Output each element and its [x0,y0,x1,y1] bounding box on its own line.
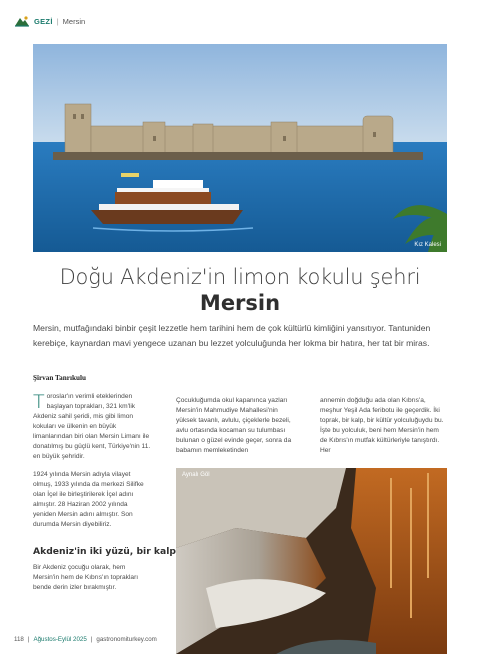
column-1-paragraph-3: Bir Akdeniz çocuğu olarak, hem Mersin'in hem de Kıbrıs'ın toprakları bende derin izler bırakmıştır. [33,564,139,591]
subsection-label: Mersin [62,16,86,26]
footer-separator-1: | [27,636,30,643]
page-number: 118 [14,636,24,643]
aynali-gol-cave-illustration [176,468,447,654]
column-3 [320,396,447,464]
dropcap: T [33,391,45,413]
column-1-paragraph-2: 1924 yılında Mersin adıyla vilayet olmuş, 1933 yılında da merkezi Silifke olan İçel ile birleştirilerek İçel adını almıştır. 28 Haziran 2002 yılında yeniden Mersin adını almıştır. Son durumda Mersin diyebiliriz. [33,471,144,528]
cave-caption: Aynalı Göl [182,472,210,478]
subheading: Akdeniz'in iki yüzü, bir kalp [33,546,176,557]
website-link[interactable]: gastronomiturkey.com [96,636,157,643]
header-separator: | [56,16,59,26]
page-footer [14,636,157,643]
column-2 [176,396,296,464]
cave-photo [176,468,447,654]
article-title-line1: Doğu Akdeniz'in limon kokulu şehri [59,265,421,289]
column-2-paragraph-1: Çocukluğumda okul kapanınca yazları Mersin'in Mahmudiye Mahallesi'nin yüksek tavanlı, avlulu, çiçeklerle bezeli, avlu ortasında kocaman su tulumbası bulunan o güzel evinde geçer, sonra da babamın memleketinden [176,397,292,454]
magazine-logo-icon [14,15,30,27]
kiz-kalesi-illustration [33,44,447,252]
column-1-bottom [33,563,151,601]
section-label: GEZİ [34,16,53,26]
hero-caption: Kız Kalesi [414,242,441,248]
footer-separator-2: | [90,636,93,643]
article-title-line2: Mersin [199,291,281,315]
issue-date: Ağustos-Eylül 2025 [33,636,87,643]
column-1-paragraph-1 [33,392,151,462]
hero-photo [33,44,447,252]
column-1 [33,392,151,538]
column-1-text: oroslar'ın verimli eteklerinden başlayan toprakları, 321 km'lik Akdeniz sahil şeridi, mis gibi limon kokuları ve ülkenin en büyük limanlarından biri olan Mersin Limanı ile donatılmış bu güçlü kent, Türkiye'nin 11. en büyük şehridir. [33,393,151,460]
article-lead: Mersin, mutfağındaki binbir çeşit lezzetle hem tarihini hem de çok kültürlü kimliğini yansıtıyor. Tantuniden kerebiçe, kaynardan mavi yengece uzanan bu lezzet yolculuğunda her lokma bir hatıra, her tat bir miras. [33,323,431,348]
column-3-paragraph-1: annemin doğduğu ada olan Kıbrıs'a, meşhur Yeşil Ada feribotu ile geçerdik. İki toprak, bir kalp, bir kültür yolculuğuydu bu. İşte bu yolculuk, beni hem Mersin'in hem de Kıbrıs'ın mutfak kültürleriyle tanıştırdı. Her [320,397,444,454]
author-name: Şirvan Tanrıkulu [33,374,86,382]
page-header [14,14,85,28]
